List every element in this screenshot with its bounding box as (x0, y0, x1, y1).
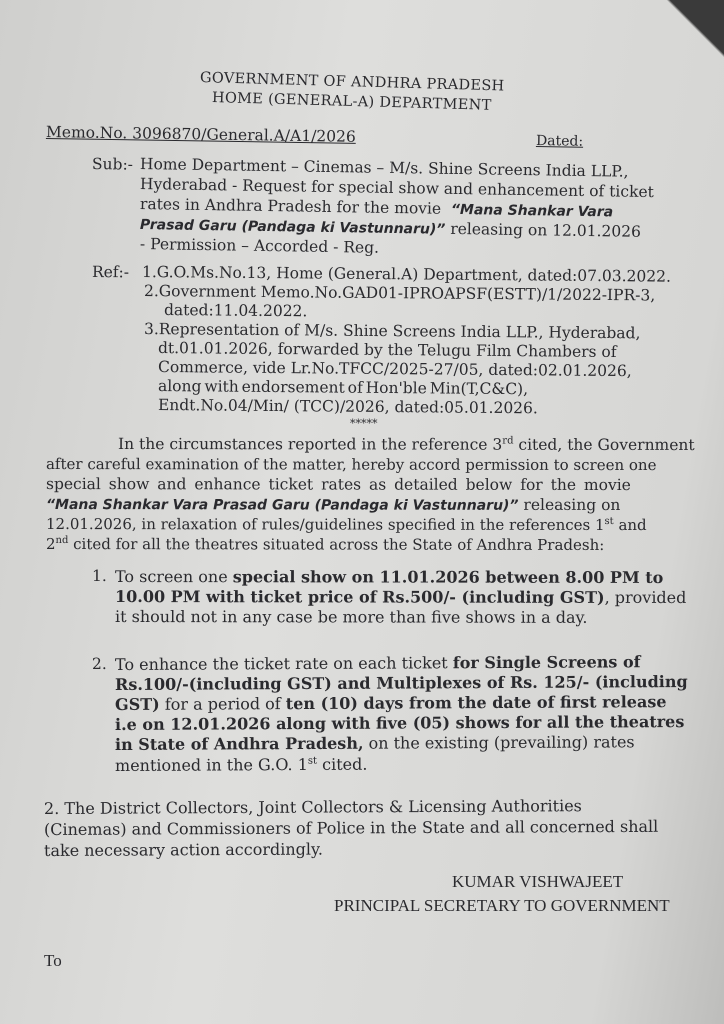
body-line: 2nd cited for all the theatres situated across the State of Andhra Pradesh: (45, 535, 605, 554)
reference-line: 2.Government Memo.No.GAD01-IPROAPSF(ESTT)/1/2022-IPR-3, (143, 282, 656, 305)
para2-line: 2. The District Collectors, Joint Collectors & Licensing Authorities (43, 796, 582, 818)
subject-text: releasing on 12.01.2026 (445, 219, 642, 241)
body-line: In the circumstances reported in the reference 3rd cited, the Government (117, 435, 695, 455)
subject-line: Hyderabad - Request for special show and enhancement of ticket (139, 175, 654, 202)
reference-line: Endt.No.04/Min/ (TCC)/2026, dated:05.01.2026. (157, 396, 538, 418)
separator: ***** (350, 417, 378, 430)
reference-line: 3.Representation of M/s. Shine Screens India LLP., Hyderabad, (143, 320, 641, 343)
movie-title: Prasad Garu (Pandaga ki Vastunnaru)” (139, 217, 446, 238)
reference-line: 1.G.O.Ms.No.13, Home (General.A) Department, dated:07.03.2022. (141, 263, 672, 286)
item-line: To enhance the ticket rate on each ticket for Single Screens of (114, 652, 641, 674)
photo-shadow (664, 0, 724, 120)
item-line: 10.00 PM with ticket price of Rs.500/- (including GST), provided (114, 587, 687, 607)
item-line: Rs.100/-(including GST) and Multiplexes of Rs. 125/- (including (114, 672, 688, 694)
signatory-title: PRINCIPAL SECRETARY TO GOVERNMENT (334, 896, 670, 915)
reference-line: along with endorsement of Hon'ble Min(T,C&C), (157, 377, 529, 399)
subject-label: Sub:- (91, 155, 134, 174)
dated-label: Dated: (535, 133, 584, 150)
to-label: To (44, 951, 62, 970)
item-line: GST) for a period of ten (10) days from the date of first release (114, 692, 667, 714)
item-line: To screen one special show on 11.01.2026 between 8.00 PM to (114, 567, 664, 587)
signatory-name: KUMAR VISHWAJEET (452, 872, 624, 891)
item-line: in State of Andhra Pradesh, on the existing (prevailing) rates (114, 732, 635, 754)
para2-line: (Cinemas) and Commissioners of Police in the State and all concerned shall (43, 816, 659, 839)
item-line: it should not in any case be more than five shows in a day. (114, 607, 588, 627)
header-department: HOME (GENERAL-A) DEPARTMENT (211, 90, 492, 114)
para2-line: take necessary action accordingly. (43, 839, 324, 860)
item-number: 2. (91, 654, 107, 673)
memo-number: Memo.No. 3096870/General.A/A1/2026 (45, 123, 356, 146)
body-line: 12.01.2026, in relaxation of rules/guidelines specified in the references 1st and (45, 515, 647, 535)
reference-line: dt.01.01.2026, forwarded by the Telugu Film Chambers of (157, 339, 617, 362)
reference-line: dated:11.04.2022. (163, 301, 308, 321)
reference-line: Commerce, vide Lr.No.TFCC/2025-27/05, dated:02.01.2026, (157, 358, 632, 381)
movie-title: “Mana Shankar Vara (450, 201, 614, 221)
body-line: special show and enhance ticket rates as detailed below for the movie (45, 475, 631, 495)
body-line: “Mana Shankar Vara Prasad Garu (Pandaga ki Vastunnaru)” releasing on (45, 495, 621, 515)
subject-line: Home Department – Cinemas – M/s. Shine Screens India LLP., (139, 155, 629, 181)
header-government: GOVERNMENT OF ANDHRA PRADESH (199, 70, 505, 95)
subject-text: rates in Andhra Pradesh for the movie (139, 195, 442, 218)
item-line: mentioned in the G.O. 1st cited. (114, 754, 368, 775)
item-line: i.e on 12.01.2026 along with five (05) shows for all the theatres (114, 712, 685, 734)
item-number: 1. (91, 567, 107, 586)
body-line: after careful examination of the matter, hereby accord permission to screen one (45, 455, 657, 475)
subject-line: - Permission – Accorded - Reg. (139, 235, 380, 257)
references-label: Ref:- (91, 263, 130, 282)
